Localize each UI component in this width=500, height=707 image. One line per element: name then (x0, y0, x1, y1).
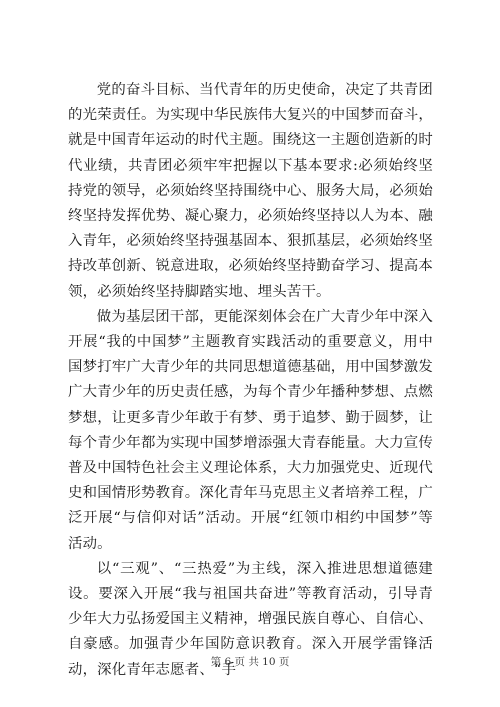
document-body (68, 78, 433, 683)
paragraph-moral-education: 以“三观”、“三热爱”为主线，深入推进思想道德建设。要深入开展“我与祖国共奋进”等教育活动，引导青少年大力弘扬爱国主义精神，增强民族自尊心、自信心、自豪感。加强青少年国防意识教育。深入开展学雷锋活动，深化青年志愿者、“手 (68, 560, 433, 678)
page-number-footer: 第 6 页 共 10 页 (210, 656, 290, 668)
paragraph-party-goals: 党的奋斗目标、当代青年的历史使命，决定了共青团的光荣责任。为实现中华民族伟大复兴的中国梦而奋斗，就是中国青年运动的时代主题。围绕这一主题创造新的时代业绩，共青团必须牢牢把握以下基本要求:必须始终坚持党的领导，必须始终坚持围绕中心、服务大局，必须始终坚持发挥优势、凝心聚力，必须始终坚持以人为本、融入青年，必须始终坚持强基固本、狠抓基层，必须始终坚持改革创新、锐意进取，必须始终坚持勤奋学习、提高本领，必须始终坚持脚踏实地、埋头苦干。 (68, 82, 433, 300)
paragraph-grassroots-cadre: 做为基层团干部，更能深刻体会在广大青少年中深入开展“我的中国梦”主题教育实践活动的重要意义，用中国梦打牢广大青少年的共同思想道德基础，用中国梦激发广大青少年的历史责任感，为每个青少年播种梦想、点燃梦想，让更多青少年敢于有梦、勇于追梦、勤于圆梦，让每个青少年都为实现中国梦增添强大青春能量。大力宣传普及中国特色社会主义理论体系，大力加强党史、近现代史和国情形势教育。深化青年马克思主义者培养工程，广泛开展“与信仰对话”活动。开展“红领巾相约中国梦”等活动。 (68, 308, 433, 552)
